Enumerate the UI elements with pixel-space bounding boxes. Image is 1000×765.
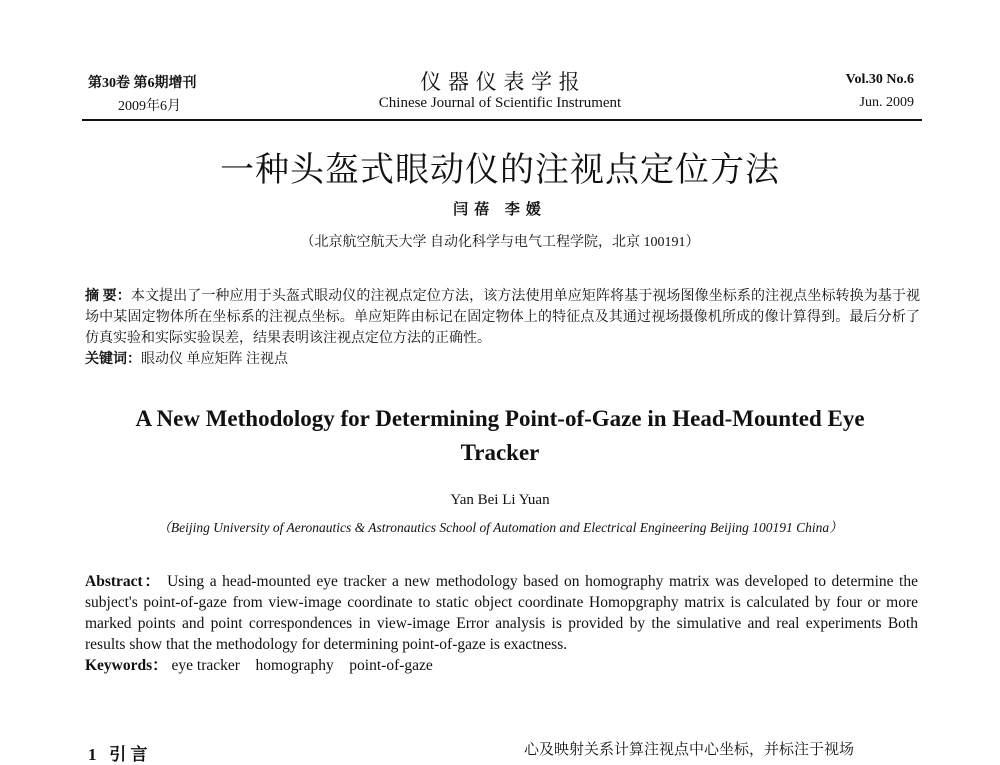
issue-date-cn: 2009年6月	[118, 99, 181, 114]
abstract-cn	[85, 286, 920, 370]
section-title: 引 言	[109, 745, 148, 764]
issue-date-en: Jun. 2009	[859, 95, 914, 110]
abstract-cn-text: 本文提出了一种应用于头盔式眼动仪的注视点定位方法，该方法使用单应矩阵将基于视场图像坐标系的注视点坐标转换为基于视场中某固定物体所在坐标系的注视点坐标。单应矩阵由标记在固定物体上的特征点及其通过视场摄像机所成的像计算得到。最后分析了仿真实验和实际实验误差，结果表明该注视点定位方法的正确性。	[85, 289, 920, 346]
section-number: 1	[88, 745, 97, 764]
volume-en: Vol.30 No.6	[845, 72, 914, 87]
abstract-cn-label: 摘 要：	[85, 289, 131, 304]
section-heading	[88, 740, 148, 765]
keywords-en-label: Keywords：	[85, 657, 168, 674]
abstract-en-label: Abstract：	[85, 573, 162, 590]
journal-name-en: Chinese Journal of Scientific Instrument	[378, 95, 622, 111]
keywords-en-text: eye tracker homography point-of-gaze	[171, 657, 433, 674]
affiliation-en: （Beijing University of Aeronautics & Astronautics School of Automation and Electrical Engineering Beijing 100191 China）	[157, 520, 843, 535]
authors-en: Yan Bei Li Yuan	[450, 492, 550, 508]
title-en: A New Methodology for Determining Point-of-Gaze in Head-Mounted Eye Tracker	[135, 406, 865, 465]
keywords-cn-text: 眼动仪 单应矩阵 注视点	[141, 352, 288, 367]
authors-cn: 闫蓓 李媛	[453, 202, 547, 218]
journal-name-cn: 仪 器 仪 表 学 报	[420, 70, 580, 94]
keywords-cn-label: 关键词：	[85, 352, 141, 367]
abstract-en-text: Using a head-mounted eye tracker a new methodology based on homography matrix was developed to determine the subject's point-of-gaze from view-image coordinate to static object coordinate Homopgraphy matrix is calculated by four or more marked points and point correspondences in view-image Error analysis is provided by the simulative and real experiments Both results show that the methodology for determining point-of-gaze is exactness.	[85, 573, 918, 653]
title-cn: 一种头盔式眼动仪的注视点定位方法	[220, 150, 780, 190]
header-rule	[82, 119, 922, 121]
affiliation-cn: （北京航空航天大学 自动化科学与电气工程学院，北京 100191）	[300, 235, 700, 250]
volume-issue: 第30卷 第6期增刊	[88, 76, 197, 91]
right-column-text: 心及映射关系计算注视点中心坐标，并标注于视场	[524, 742, 855, 758]
abstract-en	[85, 571, 918, 676]
